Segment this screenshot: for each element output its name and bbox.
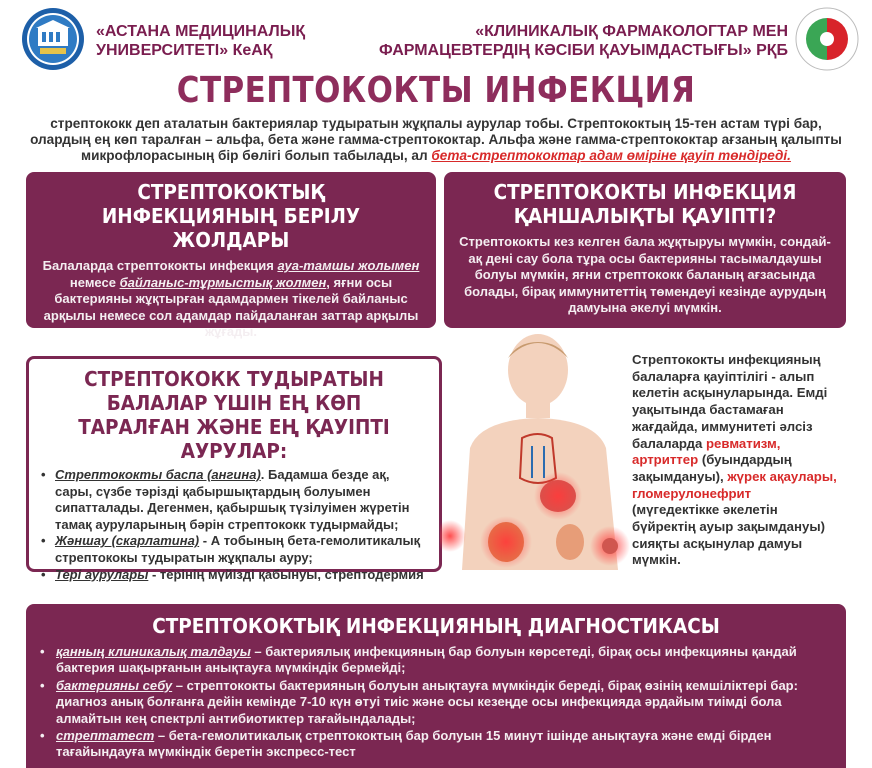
transmission-p2: немесе	[69, 274, 120, 290]
list-item	[40, 678, 830, 727]
association-name-line1: «КЛИНИКАЛЫҚ ФАРМАКОЛОГТАР МЕН	[475, 23, 788, 40]
diseases-card	[26, 356, 442, 582]
disease-term: Жәншау (скарлатина)	[55, 533, 200, 549]
list-item	[41, 567, 429, 584]
complications-red-heart: жүрек ақаулары, гломерулонефрит	[632, 468, 837, 501]
danger-heading: СТРЕПТОКОКТЫ ИНФЕКЦИЯ ҚАНШАЛЫҚТЫ ҚАУІПТІ?	[493, 180, 797, 228]
disease-text: . Бадамша безде ақ, сары, сүзбе тәрізді қабыршықтардың болуымен сипатталады. Дегенмен, қабыршық түзілуімен жүретін тамақ ауруларының бәрін стрептококк тудырмайды;	[55, 467, 410, 532]
university-name-line1: «АСТАНА МЕДИЦИНАЛЫҚ	[96, 23, 306, 40]
transmission-card	[26, 172, 436, 339]
diagnostic-term: бактерияны себу	[56, 677, 173, 693]
transmission-p3: , яғни осы бактерияны жұқтырған адамдармен тікелей байланыс арқылы немесе сол адамдар пайдаланған заттар арқылы жұғады.	[43, 274, 419, 339]
disease-text: - терінің мүйізді қабынуы, стрептодермия	[148, 566, 424, 582]
diagnostic-term: стрептатест	[56, 728, 155, 744]
list-item	[40, 728, 830, 761]
diagnostics-heading: СТРЕПТОКОКТЫҚ ИНФЕКЦИЯНЫҢ ДИАГНОСТИКАСЫ	[152, 614, 720, 638]
diagnostic-text: – бета-гемолитикалық стрептококтың бар болуын 15 минут ішінде анықтауға және емді бірден тағайындауға мүмкіндік беретін экспресс-тест	[56, 728, 772, 760]
complications-p3: (мүгедектікке әкелетін бүйректің ауыр зақымдануы) сияқты асқынулар дамуы мүмкін.	[632, 502, 825, 568]
diseases-list	[41, 467, 429, 583]
diagnostic-term: қанның клиникалық талдауы	[56, 644, 251, 659]
page-title: СТРЕПТОКОКТЫ ИНФЕКЦИЯ	[176, 70, 696, 111]
list-item	[40, 644, 830, 677]
list-item	[41, 467, 429, 533]
transmission-p1: Балаларда стрептококты инфекция	[42, 258, 278, 273]
association-name-line2: ФАРМАЦЕВТЕРДІҢ КӘСІБИ ҚАУЫМДАСТЫҒЫ» РҚБ	[378, 42, 788, 59]
list-item	[41, 533, 429, 566]
disease-text: - А тобының бета-гемолитикалық стрептококы тудыратын жұқпалы ауру;	[55, 533, 421, 565]
transmission-text	[40, 258, 422, 341]
university-logo	[20, 6, 86, 72]
complications-red-rheumatism: ревматизм, артриттер	[632, 435, 781, 468]
transmission-term-contact: байланыс-тұрмыстық жолмен	[119, 274, 327, 290]
university-name-line2: УНИВЕРСИТЕТІ» КеАҚ	[96, 42, 273, 59]
danger-card	[444, 172, 846, 328]
association-logo	[794, 6, 860, 72]
diagnostics-card	[26, 604, 846, 768]
diagnostic-text: – стрептококты бактерияның болуын анықтауға мүмкіндік береді, бірақ өзінің кемшіліктері бар: диагноз анық болғанға дейін кемінде 7-10 күн өтуі тиіс және осы кезеңде осы инфекцияда әрдайым тиімді бола алмайтын кең спектрлі антибиотиктер тағайындалады;	[56, 677, 798, 726]
disease-term: Стрептококты баспа (ангина)	[55, 467, 261, 482]
diagnostic-text: – бактериялық инфекцияның бар болуын көрсетеді, бірақ осы инфекцияны қандай бактерия шақырғанын анықтауға мүмкіндік бермейді;	[56, 644, 797, 676]
transmission-heading: СТРЕПТОКОКТЫҚ ИНФЕКЦИЯНЫҢ БЕРІЛУ ЖОЛДАРЫ	[101, 180, 361, 252]
association-name	[379, 22, 788, 60]
complications-p2: (буындардың зақымдануы),	[632, 452, 792, 484]
child-anatomy-illustration	[440, 328, 640, 570]
complications-text	[632, 352, 842, 569]
intro-highlight: бета-стрептококтар адам өміріне қауіп төндіреді.	[431, 148, 791, 163]
complications-p1: Стрептококты инфекцияның балаларға қауіптілігі - алып келетін асқынуларында. Емді уақытында бастамаған жағдайда, иммунитеті әлсіз балаларда	[632, 352, 828, 451]
intro-text	[22, 116, 850, 164]
transmission-term-airborne: ауа-тамшы жолымен	[277, 258, 420, 273]
diseases-heading: СТРЕПТОКОКК ТУДЫРАТЫН БАЛАЛАР ҮШІН ЕҢ КӨП ТАРАЛҒАН ЖӘНЕ ЕҢ ҚАУІПТІ АУРУЛАР:	[78, 367, 390, 463]
intro-body: стрептококк деп аталатын бактериялар тудыратын жұқпалы аурулар тобы. Стрептококтың 15-тен астам түрі бар, олардың ең көп таралған – альфа, бета және гамма-стрептококтар. Альфа және гамма-стрептококтар ағзаның қалыпты микрофлорасының бір бөлігі болып табылады, ал	[30, 116, 842, 163]
university-name	[96, 22, 305, 60]
diagnostics-list	[40, 644, 830, 761]
disease-term: Тері аурулары	[55, 566, 149, 582]
danger-text: Стрептококты кез келген бала жұқтыруы мүмкін, сондай-ақ дені сау бола тұра осы бактерияны тасымалдаушы болуы мүмкін, яғни стрептококк баланың ағзасында болады, бірақ иммунитеттің төмендеуі кезінде аурудың дамуына әкелуі мүмкін.	[459, 234, 831, 315]
